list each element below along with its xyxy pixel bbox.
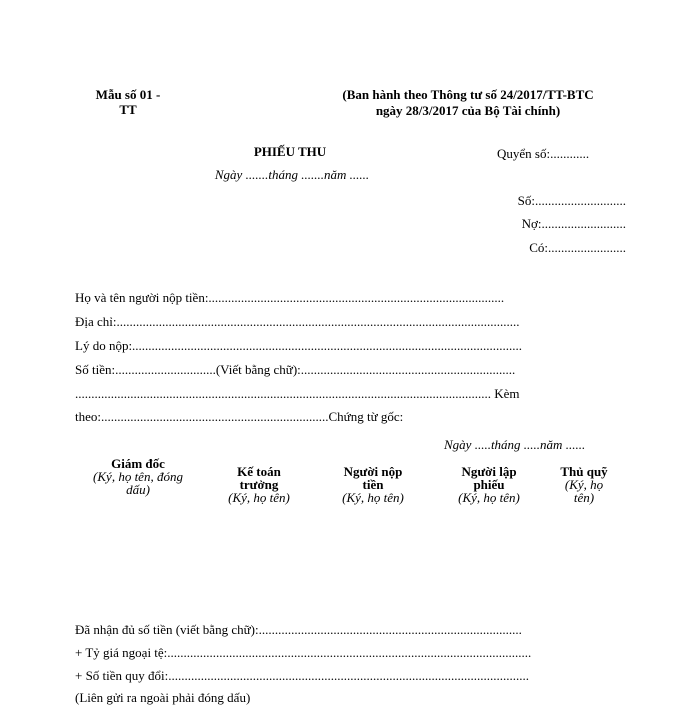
stamp-note: (Liên gửi ra ngoài phải đóng dấu) [75,690,251,705]
credit-account: Có:........................ [529,240,626,255]
signature-block-cashier [552,465,616,504]
signature-instruction: (Ký, họ tên, đóng dấu) [93,469,183,497]
reason-field: Lý do nộp:........................................................................................................................ [75,338,523,353]
document-title: PHIẾU THU [253,144,327,159]
signature-block-director [80,457,196,496]
signature-instruction: (Ký, họ tên) [458,490,520,505]
received-amount-field: Đã nhận đủ số tiền (viết bằng chữ):................................................................................. [75,622,522,637]
signature-title: Thủ quỹ [560,464,608,479]
form-number-line1: Mẫu số 01 - [95,87,161,102]
issued-by-line1: (Ban hành theo Thông tư số 24/2017/TT-BTC [342,87,594,102]
payer-name-field: Họ và tên người nộp tiền:........................................................................................... [75,290,505,305]
exchange-rate-field: + Tỷ giá ngoại tệ:................................................................................................................ [75,645,532,660]
signature-block-chief-accountant [216,465,302,504]
book-number: Quyển số:............ [497,146,590,161]
signature-date-line: Ngày .....tháng .....năm ...... [444,437,586,452]
amount-field: Số tiền:...............................(Viết bằng chữ):.................................................................. [75,362,516,377]
voucher-number: Số:............................ [517,193,626,208]
form-number-line2: TT [119,102,137,117]
converted-amount-field: + Số tiền quy đổi:............................................................................................................... [75,668,530,683]
address-field: Địa chỉ:............................................................................................................................ [75,314,520,329]
signature-instruction: (Ký, họ tên) [342,490,404,505]
debit-account: Nợ:.......................... [521,216,626,231]
issued-by-line2: ngày 28/3/2017 của Bộ Tài chính) [375,103,561,118]
signature-block-preparer [444,465,534,504]
signature-title: Người nộp tiền [343,464,403,492]
signature-title: Giám đốc [111,456,165,471]
signature-block-payer [330,465,416,504]
signature-title: Người lập phiếu [461,464,517,492]
attached-documents-field: theo:......................................................................Chứng từ gốc: [75,409,404,424]
signature-instruction: (Ký, họ tên) [228,490,290,505]
signature-title: Kế toán trưởng [237,464,281,492]
signature-instruction: (Ký, họ tên) [564,477,604,505]
amount-continuation-field: ................................................................................................................................ Kèm [75,386,520,401]
document-date-line: Ngày .......tháng .......năm ...... [214,167,370,182]
